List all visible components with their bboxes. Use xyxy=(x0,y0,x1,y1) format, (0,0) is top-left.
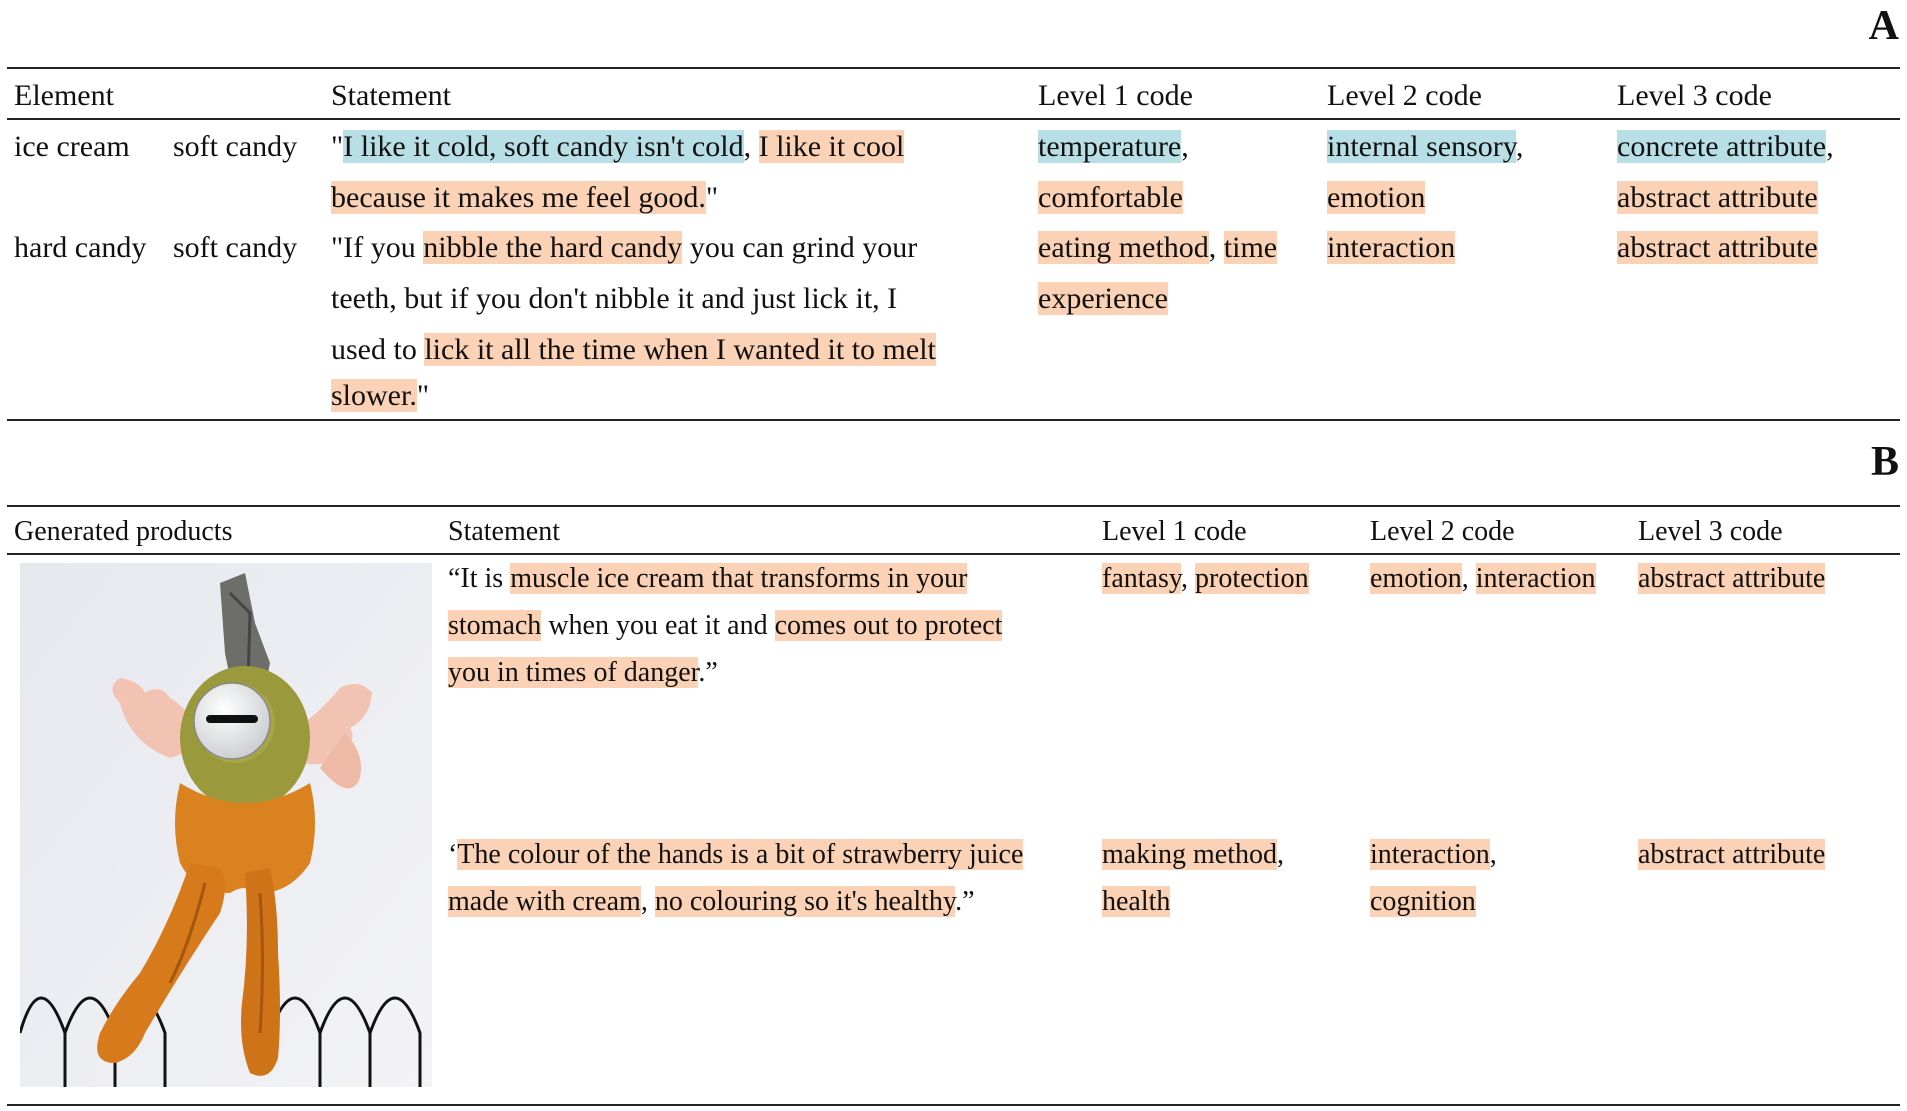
top-rule-b xyxy=(7,505,1900,507)
b-row2-level1: making method, health xyxy=(1102,839,1284,917)
b-row1-level3: abstract attribute xyxy=(1638,563,1826,594)
a-row1-element2: soft candy xyxy=(173,130,298,163)
panel-label-a: A xyxy=(1868,3,1899,49)
a-row2-level2: interaction xyxy=(1327,231,1456,264)
header-level1: Level 1 code xyxy=(1038,79,1193,112)
a-row1-statement: "I like it cold, soft candy isn't cold, I like it cool because it makes me feel good." xyxy=(331,130,905,214)
b-row1-level2: emotion, interaction xyxy=(1370,563,1596,594)
b-row1-statement: “It is muscle ice cream that transforms in your stomach when you eat it and comes out to protect you in times of danger.” xyxy=(448,563,1003,688)
panel-label-b: B xyxy=(1870,439,1899,485)
a-row2-element1: hard candy xyxy=(14,231,147,264)
a-row1-level1: temperature, comfortable xyxy=(1038,130,1189,214)
a-row2-level3: abstract attribute xyxy=(1617,231,1818,264)
bottom-rule-b xyxy=(7,1104,1900,1106)
a-row1-element1: ice cream xyxy=(14,130,130,163)
header-level2: Level 2 code xyxy=(1327,79,1482,112)
header-level3-b: Level 3 code xyxy=(1638,516,1783,547)
header-statement: Statement xyxy=(331,79,451,112)
bottom-rule-a xyxy=(7,419,1900,421)
product-photo xyxy=(20,563,432,1087)
a-row2-statement: "If you nibble the hard candy you can grind your teeth, but if you don't nibble it and just lick it, I used to lick it all the time when I wanted it to melt slower." xyxy=(331,231,936,412)
header-level3: Level 3 code xyxy=(1617,79,1772,112)
top-rule-a xyxy=(7,67,1900,69)
b-row1-level1: fantasy, protection xyxy=(1102,563,1309,594)
b-row2-level3: abstract attribute xyxy=(1638,839,1826,870)
a-row2-element2: soft candy xyxy=(173,231,298,264)
header-level1-b: Level 1 code xyxy=(1102,516,1247,547)
header-rule-a xyxy=(7,118,1900,120)
header-generated-products: Generated products xyxy=(14,516,233,547)
a-row1-level2: internal sensory, emotion xyxy=(1327,130,1524,214)
header-element: Element xyxy=(14,79,114,112)
header-statement-b: Statement xyxy=(448,516,560,547)
b-row2-level2: interaction, cognition xyxy=(1370,839,1497,917)
header-level2-b: Level 2 code xyxy=(1370,516,1515,547)
a-row1-level3: concrete attribute, abstract attribute xyxy=(1617,130,1834,214)
b-row2-statement: ‘The colour of the hands is a bit of strawberry juice made with cream, no colouring so it's healthy.” xyxy=(448,839,1024,917)
a-row2-level1: eating method, time experience xyxy=(1038,231,1278,315)
